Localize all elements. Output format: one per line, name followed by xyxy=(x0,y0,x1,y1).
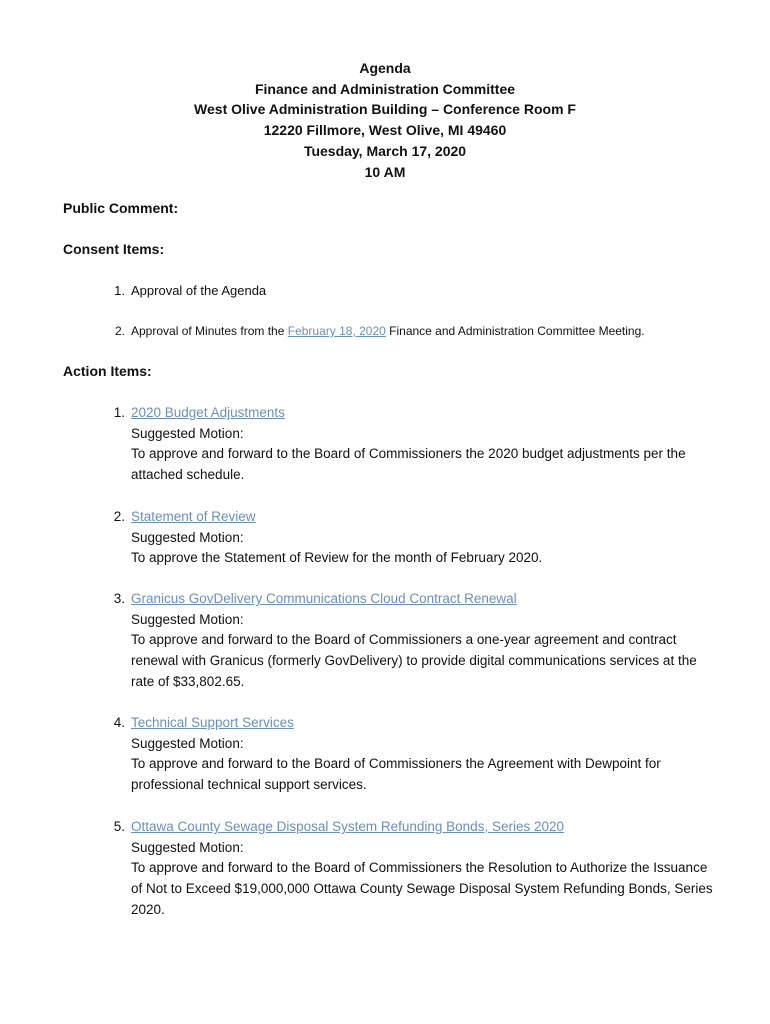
section-action-items: Action Items: xyxy=(63,363,152,379)
consent-item-text: Approval of the Agenda xyxy=(131,283,267,298)
motion-label: Suggested Motion: xyxy=(131,839,244,855)
header-committee: Finance and Administration Committee xyxy=(254,80,516,97)
section-public-comment: Public Comment: xyxy=(63,200,179,216)
motion-text: To approve and forward to the Board of Commissioners the Resolution to Authorize the Issuance of Not to Exceed $19,000,000 Ottawa County Sewage Disposal System Refunding Bonds, Series 2020. xyxy=(131,860,713,917)
header-date: Tuesday, March 17, 2020 xyxy=(303,142,467,159)
consent-item-number: 1. xyxy=(114,283,125,298)
section-consent-items: Consent Items: xyxy=(63,241,165,257)
action-item-number: 2. xyxy=(113,509,125,524)
motion-label: Suggested Motion: xyxy=(131,529,244,545)
budget-adjustments-link[interactable]: 2020 Budget Adjustments xyxy=(131,405,285,420)
consent-text-before: Approval of Minutes from the xyxy=(131,324,288,338)
motion-text: To approve and forward to the Board of Commissioners a one-year agreement and contract renewal with Granicus (formerly GovDelivery) to provide digital communications services at the rate of $33,802.65. xyxy=(131,632,697,689)
statement-of-review-link[interactable]: Statement of Review xyxy=(131,509,256,524)
header-time: 10 AM xyxy=(364,163,406,180)
consent-item-text xyxy=(131,321,721,342)
granicus-contract-link[interactable]: Granicus GovDelivery Communications Cloud Contract Renewal xyxy=(131,591,517,606)
action-item-number: 5. xyxy=(113,819,125,834)
consent-item-number: 2. xyxy=(114,324,125,338)
sewage-bonds-link[interactable]: Ottawa County Sewage Disposal System Refunding Bonds, Series 2020 xyxy=(131,819,564,834)
motion-text: To approve the Statement of Review for the month of February 2020. xyxy=(131,550,543,566)
motion-label: Suggested Motion: xyxy=(131,425,244,441)
header-address: 12220 Fillmore, West Olive, MI 49460 xyxy=(263,122,507,139)
action-item-number: 3. xyxy=(113,591,125,606)
minutes-link[interactable]: February 18, 2020 xyxy=(287,324,386,338)
motion-text: To approve and forward to the Board of Commissioners the 2020 budget adjustments per the attached schedule. xyxy=(131,446,686,483)
agenda-header xyxy=(0,58,770,182)
motion-label: Suggested Motion: xyxy=(131,735,244,751)
consent-text-after: Finance and Administration Committee Meeting. xyxy=(385,324,645,338)
action-item-number: 4. xyxy=(113,715,125,730)
motion-label: Suggested Motion: xyxy=(131,611,244,627)
header-title: Agenda xyxy=(359,60,411,76)
header-location: West Olive Administration Building – Conference Room F xyxy=(194,101,576,118)
action-item-number: 1. xyxy=(113,405,125,420)
technical-support-link[interactable]: Technical Support Services xyxy=(131,715,294,730)
motion-text: To approve and forward to the Board of Commissioners the Agreement with Dewpoint for professional technical support services. xyxy=(131,756,661,793)
